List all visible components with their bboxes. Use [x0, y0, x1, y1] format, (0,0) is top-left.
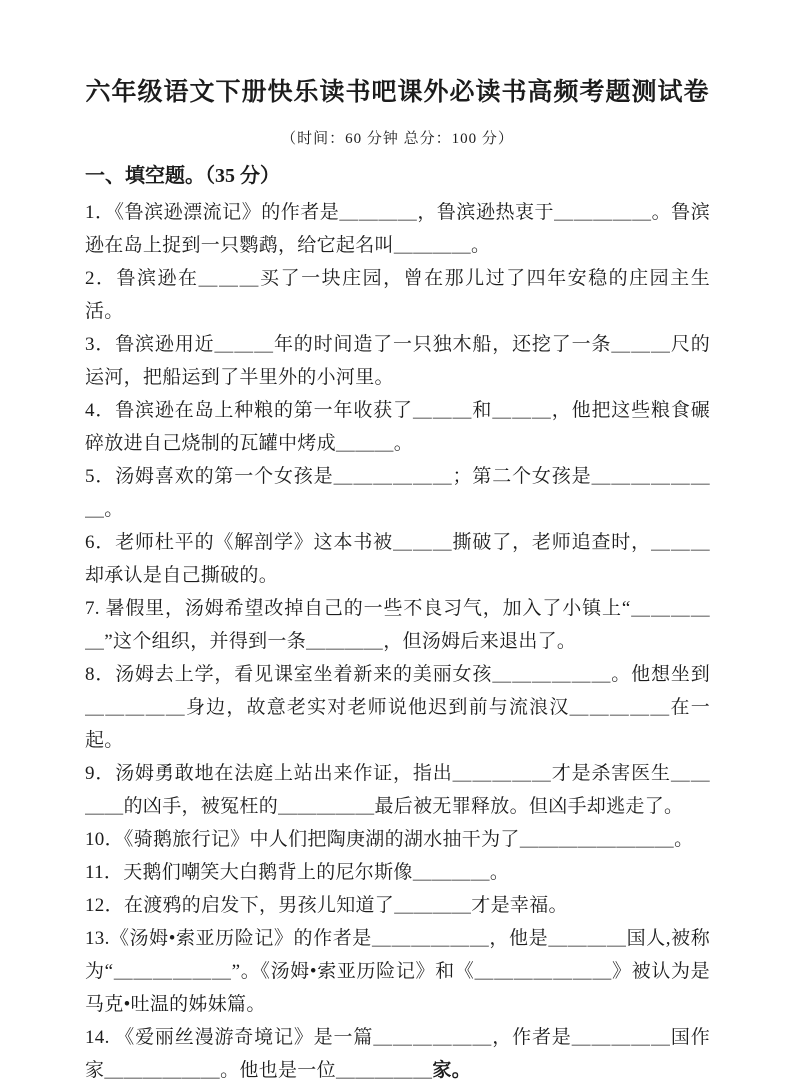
question-item — [85, 823, 710, 856]
question-item — [85, 196, 710, 262]
question-text: 5．汤姆喜欢的第一个女孩是＿＿＿＿＿＿；第二个女孩是＿＿＿＿＿＿＿。 — [85, 466, 710, 520]
section-heading-fill-in-blanks: 一、填空题。（35 分） — [85, 165, 280, 187]
question-item — [85, 757, 710, 823]
question-item — [85, 922, 710, 1021]
question-text: 9．汤姆勇敢地在法庭上站出来作证，指出＿＿＿＿＿才是杀害医生＿＿＿＿的凶手，被冤枉的＿＿＿＿＿最后被无罪释放。但凶手却逃走了。 — [85, 763, 710, 817]
question-text: 8．汤姆去上学，看见课室坐着新来的美丽女孩＿＿＿＿＿＿。他想坐到＿＿＿＿＿身边，故意老实对老师说他迟到前与流浪汉＿＿＿＿＿在一起。 — [85, 664, 710, 751]
question-item — [85, 658, 710, 757]
question-text: 13.《汤姆•索亚历险记》的作者是＿＿＿＿＿＿，他是＿＿＿＿国人,被称为“＿＿＿＿＿＿”。《汤姆•索亚历险记》和《＿＿＿＿＿＿＿》被认为是马克•吐温的姊妹篇。 — [85, 928, 710, 1015]
question-text: 11．天鹅们嘲笑大白鹅背上的尼尔斯像＿＿＿＿。 — [85, 862, 510, 883]
question-text: 12．在渡鸦的启发下，男孩儿知道了＿＿＿＿才是幸福。 — [85, 895, 568, 916]
question-text: 7. 暑假里，汤姆希望改掉自己的一些不良习气，加入了小镇上“＿＿＿＿＿”这个组织，并得到一条＿＿＿＿，但汤姆后来退出了。 — [85, 598, 710, 652]
exam-time-score-info: （时间：60 分钟 总分：100 分） — [281, 131, 514, 147]
question-text: 14. 《爱丽丝漫游奇境记》是一篇＿＿＿＿＿＿，作者是＿＿＿＿＿国作家＿＿＿＿＿＿。他也是一位＿＿＿＿＿ — [85, 1027, 710, 1081]
question-item — [85, 856, 710, 889]
question-item — [85, 262, 710, 328]
questions-list — [85, 196, 710, 1087]
page-title: 六年级语文下册快乐读书吧课外必读书高频考题测试卷 — [85, 79, 710, 106]
question-item — [85, 889, 710, 922]
question-item — [85, 328, 710, 394]
question-item — [85, 592, 710, 658]
question-text: 6．老师杜平的《解剖学》这本书被＿＿＿撕破了，老师追查时，＿＿＿却承认是自己撕破的。 — [85, 532, 710, 586]
question-item — [85, 394, 710, 460]
question-text: 1．《鲁滨逊漂流记》的作者是＿＿＿＿，鲁滨逊热衷于＿＿＿＿＿。鲁滨逊在岛上捉到一只鹦鹉，给它起名叫＿＿＿＿。 — [85, 202, 710, 256]
question-text: 4．鲁滨逊在岛上种粮的第一年收获了＿＿＿和＿＿＿，他把这些粮食碾碎放进自己烧制的瓦罐中烤成＿＿＿。 — [85, 400, 710, 454]
question-item — [85, 460, 710, 526]
question-text: 2．鲁滨逊在＿＿＿买了一块庄园，曾在那儿过了四年安稳的庄园主生活。 — [85, 268, 710, 322]
question-item — [85, 526, 710, 592]
question-text: 10．《骑鹅旅行记》中人们把陶庚湖的湖水抽干为了＿＿＿＿＿＿＿＿。 — [85, 829, 694, 850]
question-text: 3．鲁滨逊用近＿＿＿年的时间造了一只独木船，还挖了一条＿＿＿尺的运河，把船运到了半里外的小河里。 — [85, 334, 710, 388]
question-text-bold: 家。 — [432, 1060, 472, 1081]
question-item — [85, 1021, 710, 1087]
